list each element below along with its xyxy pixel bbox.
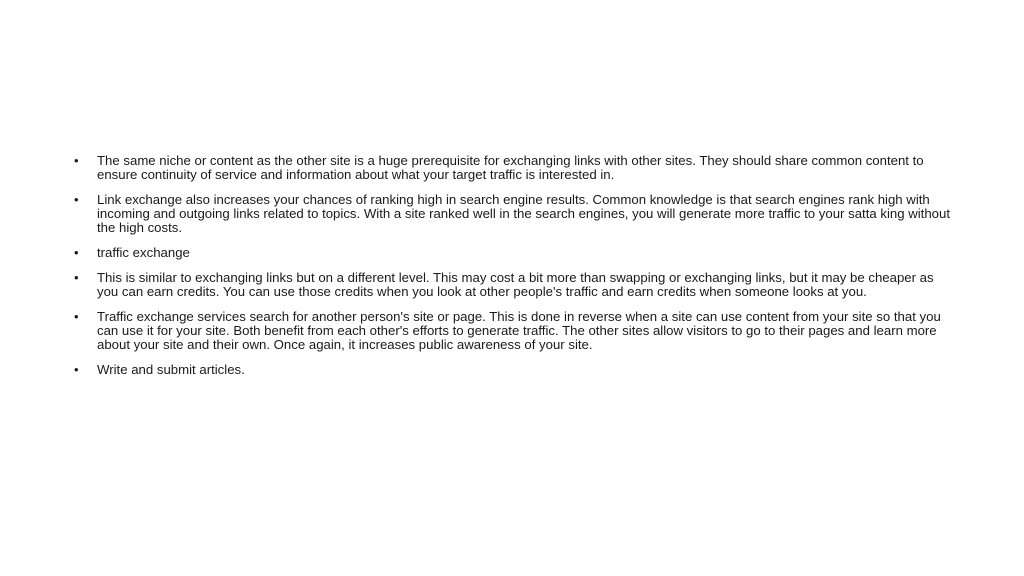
bullet-item-5 (74, 310, 954, 352)
bullet-marker: • (74, 309, 79, 324)
bullet-marker: • (74, 192, 79, 207)
bullet-item-4 (74, 271, 954, 299)
bullet-text: traffic exchange (97, 245, 190, 260)
bullet-item-1 (74, 154, 954, 182)
bullet-marker: • (74, 362, 79, 377)
bullet-text: Write and submit articles. (97, 362, 245, 377)
bullet-text: Traffic exchange services search for another person's site or page. This is done in reverse when a site can use content from your site so that you can use it for your site. Both benefit from each other's efforts to generate traffic. The other sites allow visitors to go to their pages and learn more about your site and their own. Once again, it increases public awareness of your site. (97, 309, 941, 352)
bullet-marker: • (74, 153, 79, 168)
bullet-item-2 (74, 193, 954, 235)
bullet-item-6 (74, 363, 954, 377)
bullet-marker: • (74, 270, 79, 285)
bullet-text: The same niche or content as the other site is a huge prerequisite for exchanging links with other sites. They should share common content to ensure continuity of service and information about what your target traffic is interested in. (97, 153, 924, 182)
bullet-item-3 (74, 246, 954, 260)
bullet-marker: • (74, 245, 79, 260)
bullet-text: This is similar to exchanging links but on a different level. This may cost a bit more than swapping or exchanging links, but it may be cheaper as you can earn credits. You can use those credits when you look at other people's traffic and earn credits when someone looks at you. (97, 270, 934, 299)
bullet-text: Link exchange also increases your chances of ranking high in search engine results. Common knowledge is that search engines rank high with incoming and outgoing links related to topics. With a site ranked well in the search engines, you will generate more traffic to your satta king without the high costs. (97, 192, 951, 235)
bullet-list (74, 154, 954, 386)
